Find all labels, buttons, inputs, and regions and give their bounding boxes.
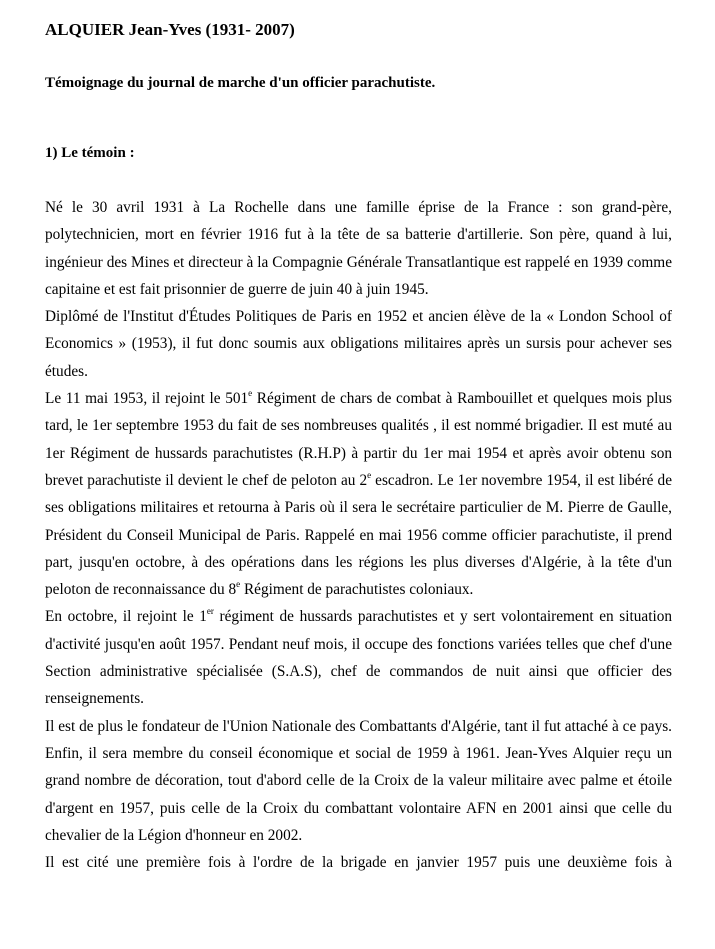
text-span: Régiment de parachutistes coloniaux.: [240, 581, 474, 599]
paragraph-education: Diplômé de l'Institut d'Études Politiques de Paris en 1952 et ancien élève de la « London School of Economics » (1953), il fut donc soumis aux obligations militaires après un sursis pour achever ses études.: [45, 308, 672, 380]
text-span: En octobre, il rejoint le 1: [45, 608, 207, 626]
ordinal-superscript: e: [236, 579, 241, 590]
text-span: Régiment de chars de combat à Rambouillet et quelques mois plus tard, le 1er septembre 1953 du fait de ses nombreuses qualités , il est nommé brigadier. Il est muté au 1er Régiment de hussards parachutistes (R.H.P) à partir du 1er mai 1954 et après avoir obtenu son brevet parachutiste il devient le chef de peloton au 2: [45, 390, 672, 489]
ordinal-superscript: e: [248, 387, 253, 398]
paragraph-citations: Il est cité une première fois à l'ordre de la brigade en janvier 1957 puis une deuxième fois à: [45, 854, 672, 872]
ordinal-superscript: er: [206, 606, 214, 617]
paragraph-birth: Né le 30 avril 1931 à La Rochelle dans une famille éprise de la France : son grand-père, polytechnicien, mort en février 1916 fut à la tête de sa batterie d'artillerie. Son père, quand à lui, ingénieur des Mines et directeur à la Compagnie Générale Transatlantique est rappelé en 1939 comme capitaine et est fait prisonnier de guerre de juin 40 à juin 1945.: [45, 199, 672, 298]
text-span: Le 11 mai 1953, il rejoint le 501: [45, 390, 249, 408]
text-span: escadron. Le 1er novembre 1954, il est libéré de ses obligations militaires et retourna à Paris où il sera le secrétaire particulier de M. Pierre de Gaulle, Président du Conseil Municipal de Paris. Rappelé en mai 1956 comme officier parachutiste, il prend part, jusqu'en octobre, à des opérations dans les régions les plus diverses d'Algérie, à la tête d'un peloton de reconnaissance du 8: [45, 471, 672, 599]
text-span: régiment de hussards parachutistes et y sert volontairement en situation d'activité jusqu'en août 1957. Pendant neuf mois, il occupe des fonctions variées telles que chef d'une Section administrative spécialisée (S.A.S), chef de commandos de nuit ainsi que officier des renseignements.: [45, 608, 672, 708]
paragraph-hussards: [45, 603, 672, 712]
body-text: [45, 194, 672, 876]
document-title: ALQUIER Jean-Yves (1931- 2007): [45, 20, 295, 39]
paragraph-military-career: [45, 385, 672, 603]
paragraph-decorations: Il est de plus le fondateur de l'Union Nationale des Combattants d'Algérie, tant il fut attaché à ce pays. Enfin, il sera membre du conseil économique et social de 1959 à 1961. Jean-Yves Alquier reçu un grand nombre de décoration, tout d'abord celle de la Croix de la valeur militaire avec palme et étoile d'argent en 1957, puis celle de la Croix du combattant volontaire AFN en 2001 ainsi que celle du chevalier de la Légion d'honneur en 2002.: [45, 717, 672, 844]
section-heading: 1) Le témoin :: [45, 145, 135, 161]
ordinal-superscript: e: [367, 469, 372, 480]
document-subtitle: Témoignage du journal de marche d'un officier parachutiste.: [45, 75, 436, 91]
